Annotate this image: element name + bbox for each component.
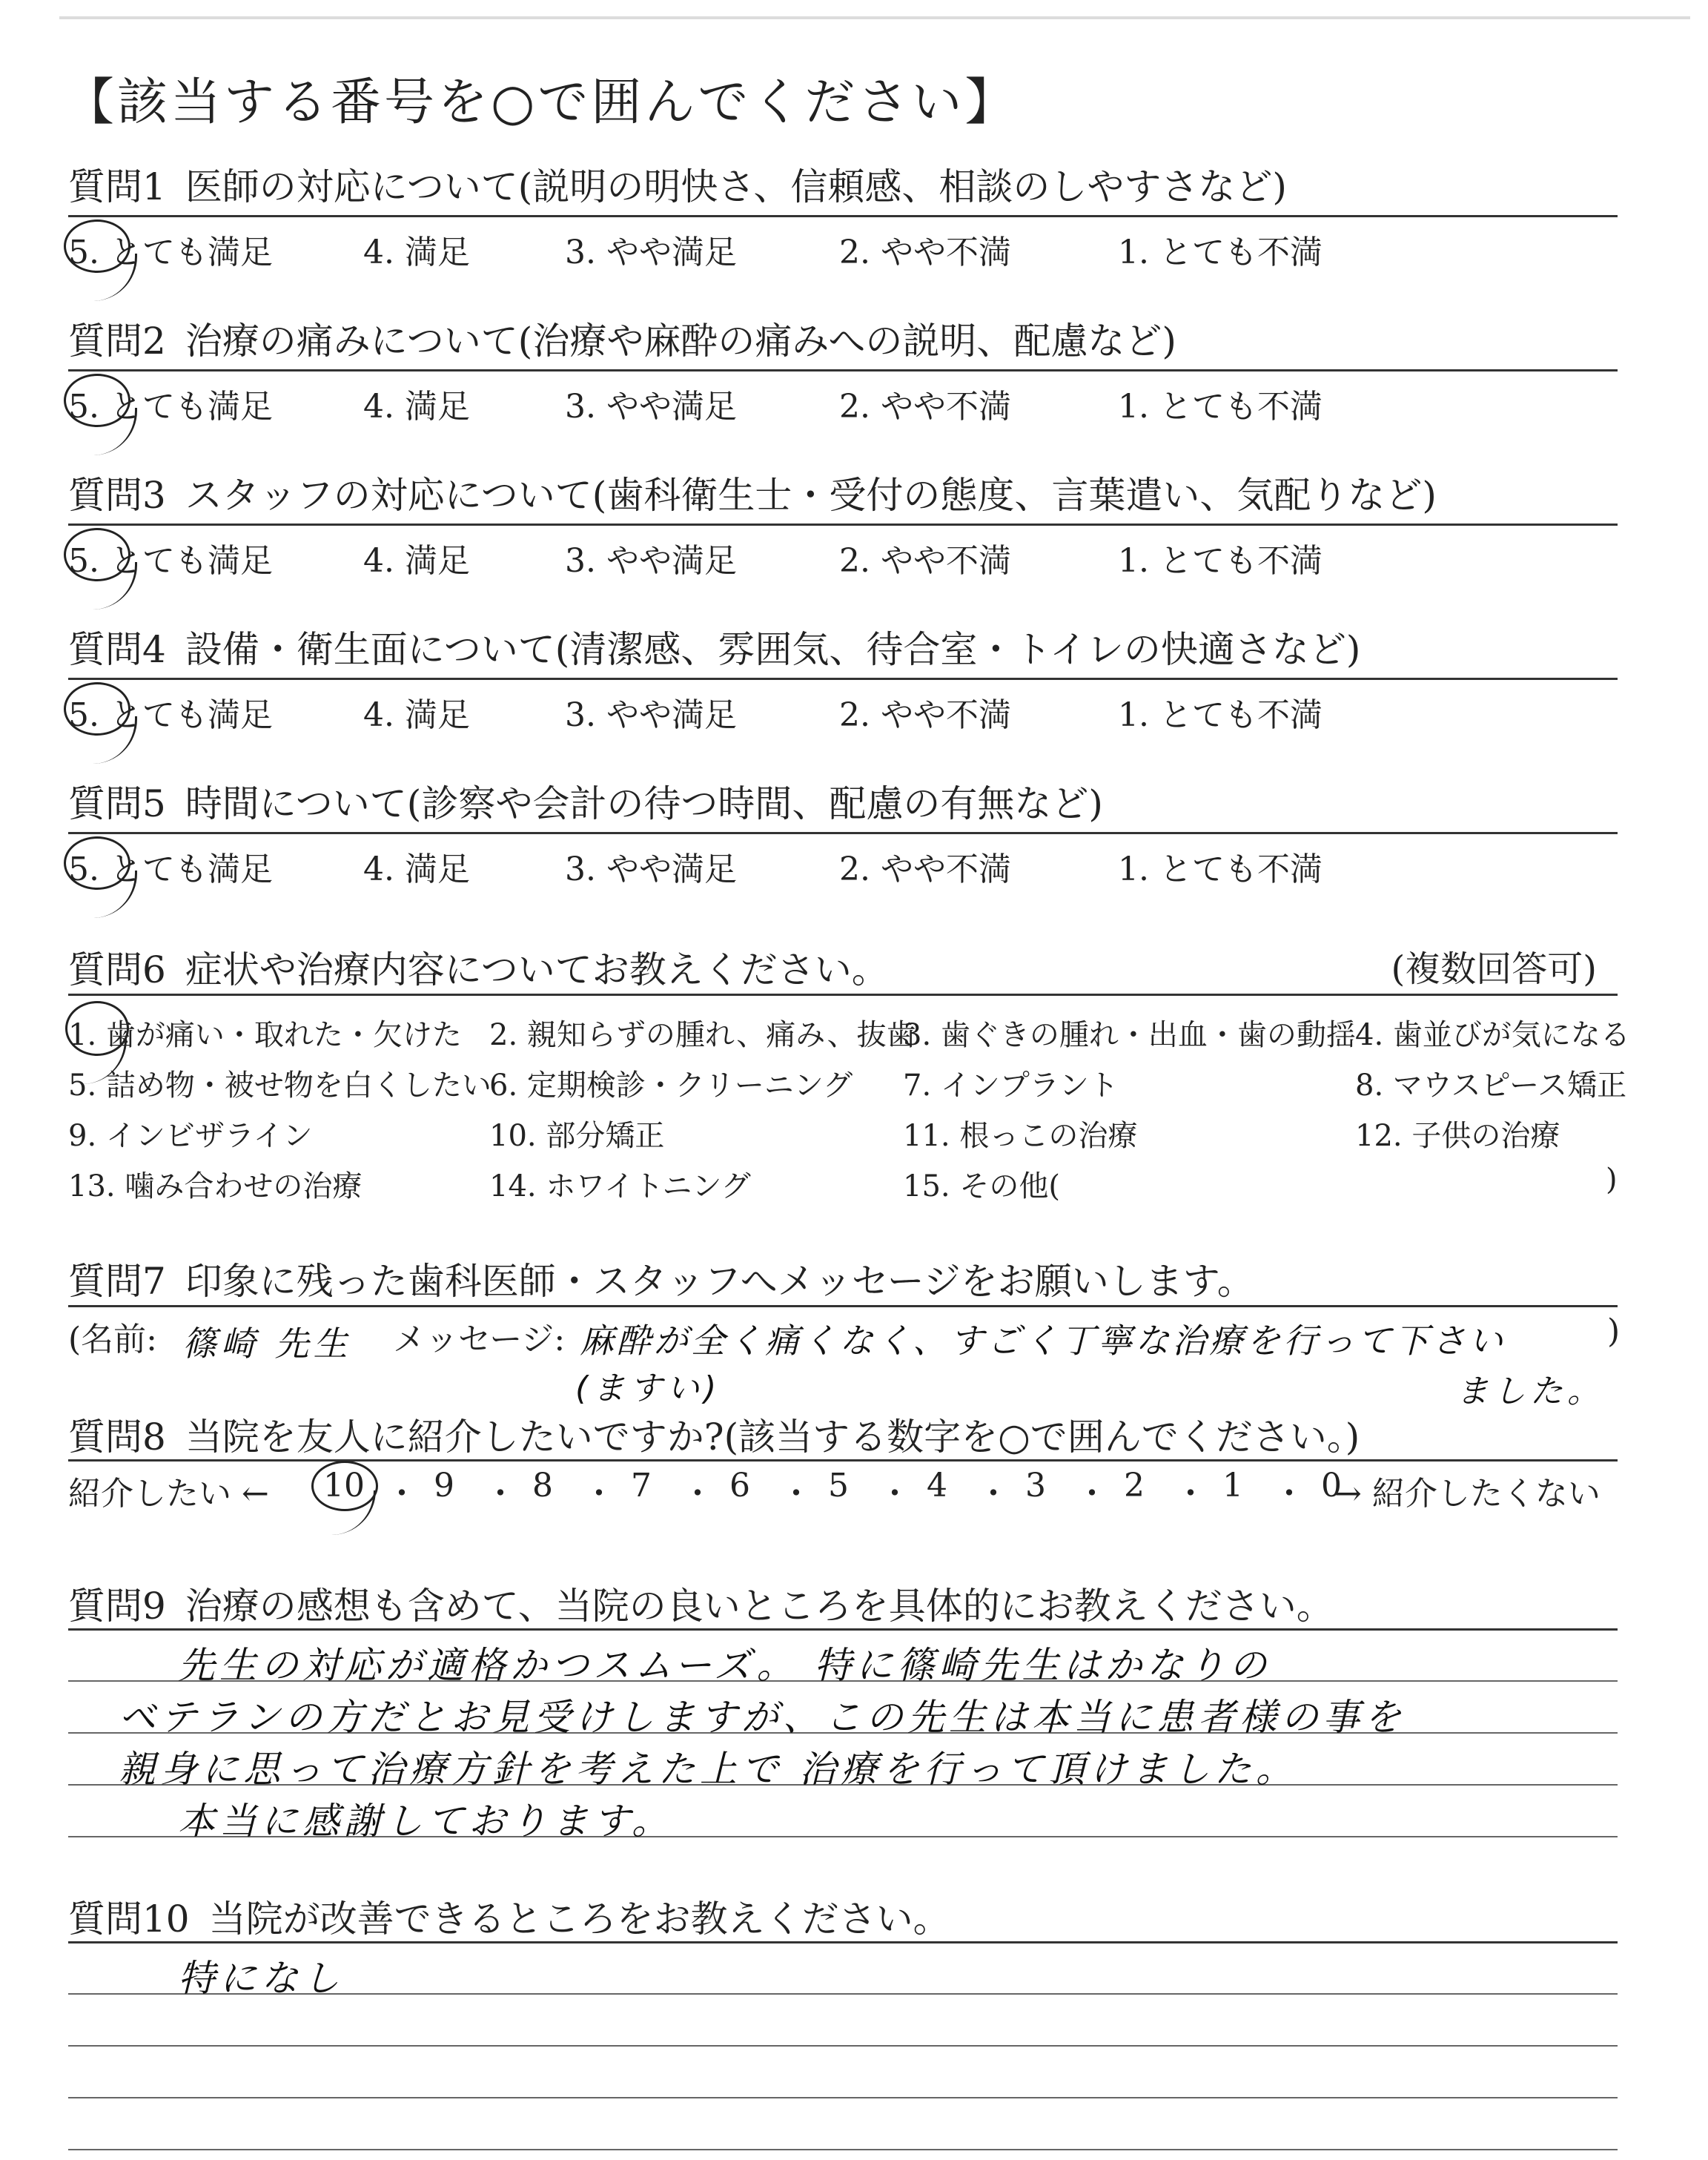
q4-option-4[interactable]: 4. 満足 bbox=[363, 696, 470, 734]
q5-option-3[interactable]: 3. やや満足 bbox=[565, 851, 737, 888]
q2-rule bbox=[68, 369, 1618, 371]
q3-option-3[interactable]: 3. やや満足 bbox=[565, 542, 737, 580]
q10-hand-line-1: 特になし bbox=[178, 1957, 344, 2000]
q7-close-paren: ) bbox=[1607, 1312, 1621, 1350]
q1-option-5[interactable]: 5. とても満足 bbox=[68, 234, 273, 271]
q7-number: 質問7 bbox=[68, 1260, 166, 1303]
q5-number: 質問5 bbox=[68, 782, 166, 825]
q3-option-4[interactable]: 4. 満足 bbox=[363, 542, 470, 580]
q8-scale-5[interactable]: 5 bbox=[828, 1467, 849, 1505]
q10-line-3 bbox=[68, 2097, 1618, 2098]
top-border bbox=[59, 16, 1690, 19]
q3-circle-tail bbox=[71, 562, 137, 610]
q9-hand-line-3: 親身に思って治療方針を考えた上で 治療を行って頂けました。 bbox=[119, 1748, 1297, 1791]
q6-option-2[interactable]: 2. 親知らずの腫れ、痛み、抜歯 bbox=[489, 1018, 916, 1052]
q6-option-13[interactable]: 13. 噛み合わせの治療 bbox=[68, 1169, 363, 1203]
q7-hand-name: 篠崎 先生 bbox=[182, 1324, 352, 1364]
q2-title bbox=[68, 311, 1176, 365]
q6-number: 質問6 bbox=[68, 948, 166, 991]
page-title: 【該当する番号を○で囲んでください】 bbox=[64, 73, 1019, 132]
q9-title bbox=[68, 1576, 1334, 1630]
q1-rule bbox=[68, 215, 1618, 217]
q8-scale-10[interactable]: 10 bbox=[323, 1467, 365, 1505]
q9-hand-line-1: 先生の対応が適格かつスムーズ。 特に篠崎先生はかなりの bbox=[178, 1644, 1271, 1687]
q8-scale-separator: ・ bbox=[385, 1475, 418, 1513]
q4-circle-tail bbox=[71, 716, 137, 764]
q2-text: 治療の痛みについて(治療や麻酔の痛みへの説明、配慮など) bbox=[185, 320, 1176, 363]
q8-text: 当院を友人に紹介したいですか?(該当する数字を○で囲んでください。) bbox=[185, 1416, 1360, 1459]
q8-scale-3[interactable]: 3 bbox=[1025, 1467, 1046, 1505]
q6-note: (複数回答可) bbox=[1391, 948, 1597, 990]
q7-hand-ending: ました。 bbox=[1456, 1373, 1604, 1410]
q8-scale-separator: ・ bbox=[878, 1475, 911, 1513]
q10-number: 質問10 bbox=[68, 1898, 190, 1941]
q7-hand-message: 麻酔が全く痛くなく、すごく丁寧な治療を行って下さい bbox=[580, 1321, 1506, 1361]
q6-option-8[interactable]: 8. マウスピース矯正 bbox=[1355, 1069, 1627, 1103]
q6-option-6[interactable]: 6. 定期検診・クリーニング bbox=[489, 1069, 853, 1103]
q8-scale-separator: ・ bbox=[1273, 1475, 1305, 1513]
q5-option-4[interactable]: 4. 満足 bbox=[363, 851, 470, 888]
q8-circle-tail bbox=[319, 1490, 376, 1535]
q4-option-5[interactable]: 5. とても満足 bbox=[68, 696, 273, 734]
q8-scale-6[interactable]: 6 bbox=[729, 1467, 750, 1505]
q6-option-10[interactable]: 10. 部分矯正 bbox=[489, 1119, 665, 1153]
q8-scale-separator: ・ bbox=[484, 1475, 517, 1513]
q6-option-15[interactable]: 15. その他( bbox=[903, 1169, 1060, 1203]
q8-scale-separator: ・ bbox=[977, 1475, 1010, 1513]
q2-option-4[interactable]: 4. 満足 bbox=[363, 388, 470, 426]
q8-scale bbox=[68, 1467, 269, 1514]
q8-scale-0[interactable]: 0 bbox=[1321, 1467, 1342, 1505]
q4-text: 設備・衛生面について(清潔感、雰囲気、待合室・トイレの快適さなど) bbox=[185, 628, 1361, 671]
q4-number: 質問4 bbox=[68, 628, 166, 671]
q10-line-2 bbox=[68, 2045, 1618, 2047]
q7-message-label: メッセージ: bbox=[393, 1321, 566, 1358]
q8-scale-separator: ・ bbox=[1076, 1475, 1108, 1513]
q6-option-4[interactable]: 4. 歯並びが気になる bbox=[1355, 1018, 1630, 1052]
q3-option-2[interactable]: 2. やや不満 bbox=[839, 542, 1011, 580]
q4-rule bbox=[68, 678, 1618, 680]
q7-name-label: (名前: bbox=[68, 1321, 157, 1358]
q8-scale-separator: ・ bbox=[1174, 1475, 1207, 1513]
q6-option-3[interactable]: 3. 歯ぐきの腫れ・出血・歯の動揺 bbox=[903, 1018, 1356, 1052]
q4-option-2[interactable]: 2. やや不満 bbox=[839, 696, 1011, 734]
q6-rule bbox=[68, 994, 1618, 996]
q5-option-2[interactable]: 2. やや不満 bbox=[839, 851, 1011, 888]
q5-option-5[interactable]: 5. とても満足 bbox=[68, 851, 273, 888]
q6-title bbox=[68, 940, 889, 994]
q5-rule bbox=[68, 832, 1618, 834]
q2-option-1[interactable]: 1. とても不満 bbox=[1118, 388, 1323, 426]
q6-option-11[interactable]: 11. 根っこの治療 bbox=[903, 1119, 1138, 1153]
q8-rule bbox=[68, 1459, 1618, 1462]
q8-right-label: → 紹介したくない bbox=[1334, 1475, 1601, 1513]
q7-title bbox=[68, 1252, 1254, 1305]
q6-option-12[interactable]: 12. 子供の治療 bbox=[1355, 1119, 1560, 1153]
q6-option-5[interactable]: 5. 詰め物・被せ物を白くしたい bbox=[68, 1069, 491, 1103]
q7-hand-reading: (ますい) bbox=[575, 1370, 721, 1407]
q3-option-5[interactable]: 5. とても満足 bbox=[68, 542, 273, 580]
q7-text: 印象に残った歯科医師・スタッフへメッセージをお願いします。 bbox=[185, 1260, 1254, 1303]
q2-option-5[interactable]: 5. とても満足 bbox=[68, 388, 273, 426]
q9-rule bbox=[68, 1628, 1618, 1631]
q6-other-close-paren: ) bbox=[1606, 1163, 1618, 1197]
q8-scale-2[interactable]: 2 bbox=[1124, 1467, 1145, 1505]
q6-option-7[interactable]: 7. インプラント bbox=[903, 1069, 1119, 1103]
q6-text: 症状や治療内容についてお教えください。 bbox=[185, 948, 889, 991]
q1-circle-tail bbox=[71, 254, 137, 301]
q2-number: 質問2 bbox=[68, 320, 166, 363]
q2-option-2[interactable]: 2. やや不満 bbox=[839, 388, 1011, 426]
q10-line-4 bbox=[68, 2149, 1618, 2150]
q8-scale-separator: ・ bbox=[583, 1475, 615, 1513]
q4-option-1[interactable]: 1. とても不満 bbox=[1118, 696, 1323, 734]
q1-option-2[interactable]: 2. やや不満 bbox=[839, 234, 1011, 271]
q8-scale-separator: ・ bbox=[780, 1475, 812, 1513]
q5-text: 時間について(診察や会計の待つ時間、配慮の有無など) bbox=[185, 782, 1103, 825]
q9-hand-line-2: ベテランの方だとお見受けしますが、この先生は本当に患者様の事を bbox=[119, 1696, 1406, 1739]
q10-rule bbox=[68, 1941, 1618, 1943]
q6-option-14[interactable]: 14. ホワイトニング bbox=[489, 1169, 751, 1203]
q9-text: 治療の感想も含めて、当院の良いところを具体的にお教えください。 bbox=[185, 1585, 1334, 1628]
q1-option-4[interactable]: 4. 満足 bbox=[363, 234, 470, 271]
q1-text: 医師の対応について(説明の明快さ、信頼感、相談のしやすさなど) bbox=[185, 165, 1287, 208]
q1-option-1[interactable]: 1. とても不満 bbox=[1118, 234, 1323, 271]
q5-option-1[interactable]: 1. とても不満 bbox=[1118, 851, 1323, 888]
q1-number: 質問1 bbox=[68, 165, 166, 208]
q6-option-9[interactable]: 9. インビザライン bbox=[68, 1119, 313, 1153]
q9-hand-line-4: 本当に感謝しております。 bbox=[178, 1800, 673, 1843]
q8-title bbox=[68, 1407, 1360, 1461]
q8-scale-separator: ・ bbox=[681, 1475, 714, 1513]
q6-option-1[interactable]: 1. 歯が痛い・取れた・欠けた bbox=[68, 1018, 462, 1052]
q10-title bbox=[68, 1889, 950, 1943]
q10-text: 当院が改善できるところをお教えください。 bbox=[208, 1898, 950, 1941]
q3-rule bbox=[68, 524, 1618, 526]
q8-scale-8[interactable]: 8 bbox=[532, 1467, 553, 1505]
q2-option-3[interactable]: 3. やや満足 bbox=[565, 388, 737, 426]
q8-scale-9[interactable]: 9 bbox=[434, 1467, 454, 1505]
q1-title bbox=[68, 157, 1287, 211]
q4-title bbox=[68, 620, 1360, 673]
q8-left-label: 紹介したい ← bbox=[68, 1475, 269, 1513]
q1-option-3[interactable]: 3. やや満足 bbox=[565, 234, 737, 271]
q5-circle-tail bbox=[71, 871, 137, 918]
q8-number: 質問8 bbox=[68, 1416, 166, 1459]
q3-number: 質問3 bbox=[68, 474, 166, 517]
q5-title bbox=[68, 774, 1103, 828]
q3-text: スタッフの対応について(歯科衛生士・受付の態度、言葉遣い、気配りなど) bbox=[185, 474, 1437, 517]
q8-scale-1[interactable]: 1 bbox=[1222, 1467, 1243, 1505]
q3-title bbox=[68, 466, 1437, 519]
q3-option-1[interactable]: 1. とても不満 bbox=[1118, 542, 1323, 580]
q2-circle-tail bbox=[71, 408, 137, 455]
q4-option-3[interactable]: 3. やや満足 bbox=[565, 696, 737, 734]
q7-rule bbox=[68, 1305, 1618, 1307]
q8-scale-4[interactable]: 4 bbox=[927, 1467, 947, 1505]
q8-scale-7[interactable]: 7 bbox=[631, 1467, 652, 1505]
q9-number: 質問9 bbox=[68, 1585, 166, 1628]
